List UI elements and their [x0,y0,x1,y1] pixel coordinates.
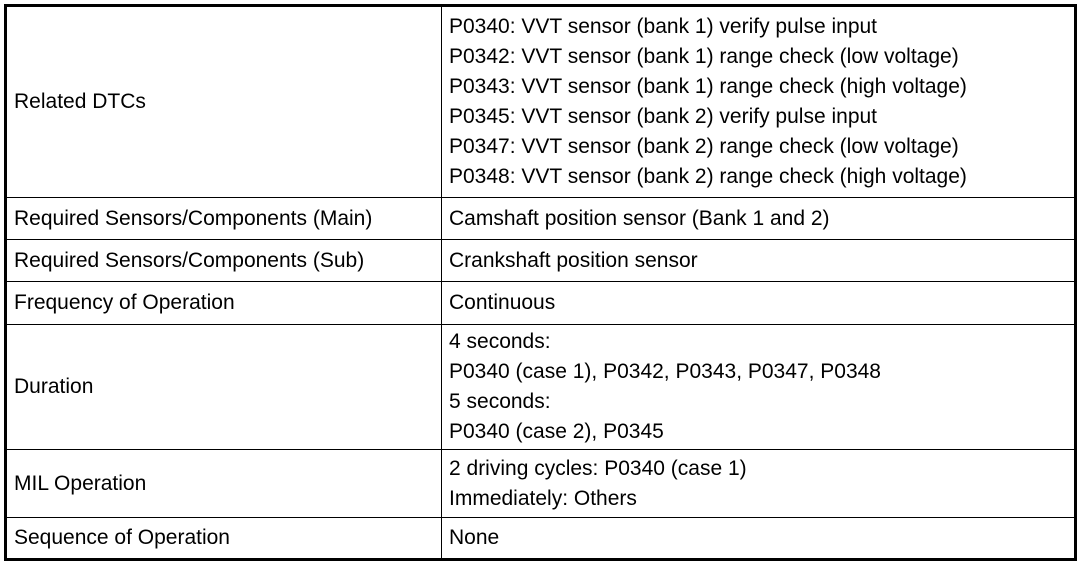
row-value-sub-components [442,240,1076,282]
row-label-main-components: Required Sensors/Components (Main) [6,198,442,240]
value-line: P0340 (case 2), P0345 [449,420,664,443]
value-line: Immediately: Others [449,486,637,510]
dtc-line: P0345: VVT sensor (bank 2) verify pulse input [449,105,878,128]
value-line: 2 driving cycles: P0340 (case 1) [449,456,747,480]
row-value-main-components [442,198,1076,240]
row-label-sequence: Sequence of Operation [6,518,442,560]
dtc-line: P0347: VVT sensor (bank 2) range check (low voltage) [449,135,959,158]
table-row-frequency [6,282,1076,325]
table-row-duration [6,325,1076,450]
row-label-frequency: Frequency of Operation [6,282,442,325]
row-value-mil-operation [442,450,1076,518]
table-row-main-components [6,198,1076,240]
value-line: 4 seconds: [449,330,551,353]
table-row-related-dtcs [6,6,1076,198]
row-label-mil-operation: MIL Operation [6,450,442,518]
row-label-sub-components: Required Sensors/Components (Sub) [6,240,442,282]
dtc-line: P0348: VVT sensor (bank 2) range check (high voltage) [449,165,967,188]
value-line: 5 seconds: [449,390,551,413]
table-row-sequence [6,518,1076,560]
row-value-duration [442,325,1076,450]
row-value-related-dtcs [442,6,1076,198]
value-line: Camshaft position sensor (Bank 1 and 2) [449,206,830,230]
table-row-mil-operation [6,450,1076,518]
dtc-line: P0343: VVT sensor (bank 1) range check (high voltage) [449,75,967,98]
value-line: Continuous [449,291,556,314]
dtc-line: P0340: VVT sensor (bank 1) verify pulse input [449,15,878,38]
spec-table-container [4,4,1077,561]
monitor-spec-table [4,4,1077,561]
table-row-sub-components [6,240,1076,282]
value-line: P0340 (case 1), P0342, P0343, P0347, P0348 [449,360,881,383]
row-value-frequency [442,282,1076,325]
row-label-related-dtcs: Related DTCs [6,6,442,198]
value-line: Crankshaft position sensor [449,248,698,272]
dtc-line: P0342: VVT sensor (bank 1) range check (low voltage) [449,45,959,68]
row-label-duration: Duration [6,325,442,450]
value-line: None [449,526,500,549]
row-value-sequence [442,518,1076,560]
